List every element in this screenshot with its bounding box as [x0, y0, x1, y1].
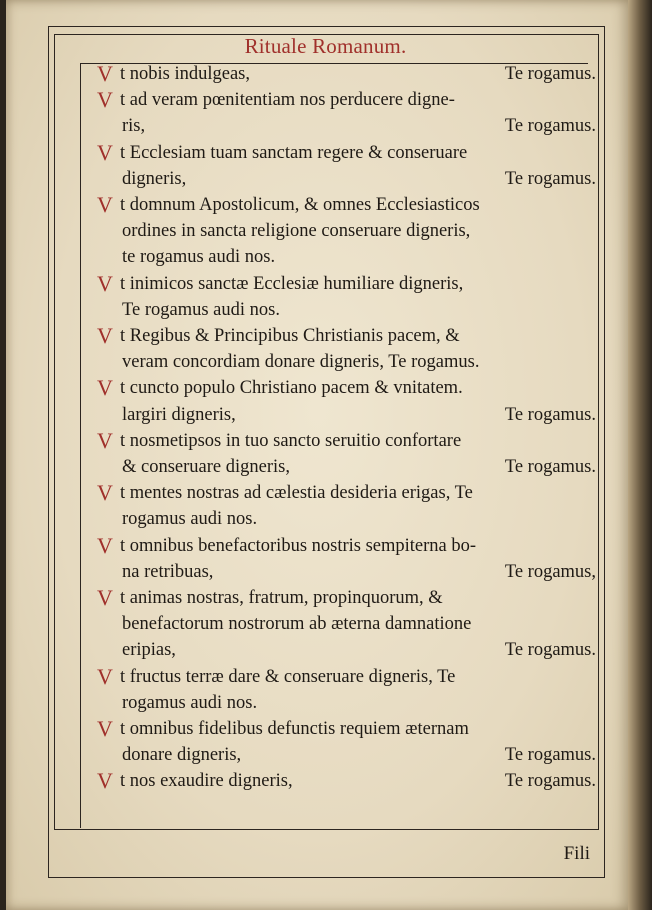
catchword: Fili	[563, 843, 590, 864]
line-response: Te rogamus.	[504, 64, 596, 84]
litany-line	[0, 300, 652, 326]
line-text: veram concordiam donare digneris, Te rogamus.	[122, 352, 480, 373]
line-text: t nobis indulgeas,	[120, 64, 251, 84]
line-text: t nosmetipsos in tuo sancto seruitio confortare	[120, 430, 462, 451]
litany-line	[0, 532, 652, 562]
litany-line	[0, 375, 652, 404]
litany-line	[0, 457, 652, 483]
verse-mark: V	[97, 270, 113, 296]
litany-line	[0, 640, 652, 666]
line-text: eripias,	[122, 640, 176, 661]
line-response: Te rogamus.	[504, 168, 596, 189]
verse-mark: V	[97, 427, 113, 453]
verse-mark: V	[97, 375, 113, 401]
line-response: Te rogamus.	[504, 457, 596, 477]
line-text: & conseruare digneris,	[122, 457, 290, 477]
verse-mark: V	[97, 585, 113, 610]
litany-line	[0, 116, 652, 142]
line-text: t Regibus & Principibus Christianis pacem, &	[120, 326, 460, 346]
litany-line	[0, 221, 652, 247]
litany-line	[0, 509, 652, 535]
litany-line	[0, 169, 652, 195]
line-text: t fructus terræ dare & conseruare digneris, Te	[120, 666, 456, 687]
litany-line	[0, 87, 652, 116]
line-text: na retribuas,	[122, 561, 214, 582]
litany-line	[0, 562, 652, 588]
line-response: Te rogamus.	[504, 745, 596, 766]
line-text: t mentes nostras ad cælestia desideria erigas, Te	[120, 483, 473, 504]
line-text: ris,	[122, 116, 146, 137]
verse-mark: V	[97, 87, 113, 113]
verse-mark: V	[97, 663, 113, 689]
line-response: Te rogamus.	[504, 771, 596, 792]
line-response: Te rogamus.	[504, 404, 596, 425]
line-text: t nos exaudire digneris,	[120, 771, 293, 792]
verse-mark: V	[97, 61, 113, 86]
line-text: donare digneris,	[122, 745, 242, 766]
litany-line	[0, 323, 652, 352]
line-text: ordines in sancta religione conseruare digneris,	[122, 221, 471, 242]
litany-line	[0, 745, 652, 771]
litany-line	[0, 61, 652, 90]
line-text: t animas nostras, fratrum, propinquorum, &	[120, 588, 443, 608]
line-text: t ad veram pœnitentiam nos perducere digne-	[120, 90, 455, 111]
litany-line	[0, 693, 652, 719]
litany-line	[0, 480, 652, 509]
litany-line	[0, 663, 652, 693]
line-text: largiri digneris,	[122, 404, 236, 425]
litany-line	[0, 614, 652, 640]
verse-mark: V	[97, 532, 113, 558]
verse-mark: V	[97, 716, 113, 741]
line-text: t Ecclesiam tuam sanctam regere & conseruare	[120, 142, 468, 163]
line-text: rogamus audi nos.	[122, 509, 258, 530]
litany-line	[0, 716, 652, 745]
litany-line	[0, 270, 652, 300]
verse-mark: V	[97, 192, 113, 217]
line-response: Te rogamus.	[504, 640, 596, 661]
verse-mark: V	[97, 480, 113, 506]
line-text: benefactorum nostrorum ab æterna damnatione	[122, 614, 472, 635]
line-text: te rogamus audi nos.	[122, 247, 276, 268]
line-text: rogamus audi nos.	[122, 692, 258, 713]
line-text: t omnibus fidelibus defunctis requiem æternam	[120, 719, 469, 739]
litany-line	[0, 405, 652, 431]
litany-line	[0, 139, 652, 169]
litany-line	[0, 585, 652, 614]
verse-mark: V	[97, 768, 113, 794]
verse-mark: V	[97, 323, 113, 348]
litany-line	[0, 247, 652, 273]
line-text: t cuncto populo Christiano pacem & vnitatem.	[120, 378, 463, 399]
litany-line	[0, 352, 652, 378]
litany-line	[0, 192, 652, 221]
litany-line	[0, 427, 652, 457]
verse-mark: V	[97, 139, 113, 165]
line-text: Te rogamus audi nos.	[122, 299, 280, 320]
litany-line	[0, 768, 652, 797]
line-text: t inimicos sanctæ Ecclesiæ humiliare digneris,	[120, 273, 464, 294]
line-response: Te rogamus.	[504, 116, 596, 137]
line-text: digneris,	[122, 168, 187, 189]
running-head: Rituale Romanum.	[244, 34, 407, 58]
line-text: t omnibus benefactoribus nostris sempiterna bo-	[120, 535, 477, 556]
line-response: Te rogamus,	[504, 561, 596, 582]
line-text: t domnum Apostolicum, & omnes Ecclesiasticos	[120, 195, 480, 215]
